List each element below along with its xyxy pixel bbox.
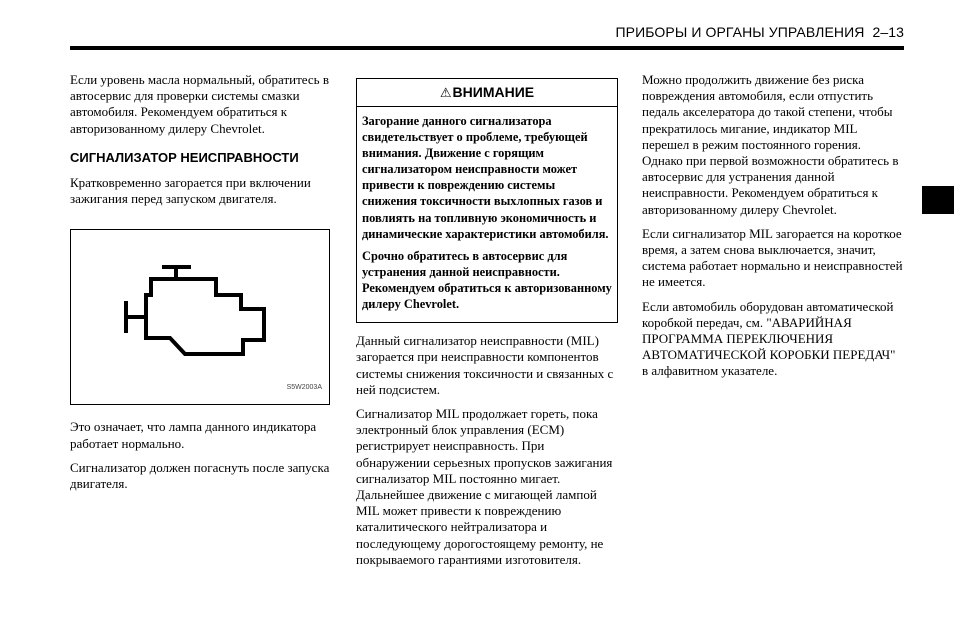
warning-box xyxy=(356,78,618,323)
paragraph: Можно продолжить движение без риска повреждения автомобиля, если отпустить педаль акселератора до такой степени, чтобы прекратилось мигание, индикатор MIL перешел в режим постоянного горения. Однако при первой возможности обратитесь в автосервис для устранения данной неисправности. Рекомендуем обратиться к авторизованному дилеру Chevrolet. xyxy=(642,72,899,217)
check-engine-icon xyxy=(71,230,329,404)
paragraph: Сигнализатор MIL продолжает гореть, пока электронный блок управления (ECM) регистрирует неисправность. При обнаружении серьезных пропусков зажигания сигнализатор MIL постоянно мигает. Дальнейшее движение с мигающей лампой MIL может привести к повреждению каталитического нейтрализатора и последующему дорогостоящему ремонту, не покрываемого гарантиями изготовителя. xyxy=(356,405,613,567)
page-number: 2–13 xyxy=(872,24,904,40)
paragraph: Если автомобиль оборудован автоматической коробкой передач, см. "АВАРИЙНАЯ ПРОГРАММА ПЕРЕКЛЮЧЕНИЯ АВТОМАТИЧЕСКОЙ КОРОБКИ ПЕРЕДАЧ" в алфавитном указателе. xyxy=(642,298,896,379)
column-middle xyxy=(356,78,618,576)
page-header xyxy=(0,0,954,50)
warning-body xyxy=(357,107,617,322)
running-header xyxy=(616,24,904,40)
header-rule xyxy=(70,46,904,50)
section-heading: СИГНАЛИЗАТОР НЕИСПРАВНОСТИ xyxy=(70,149,299,165)
warning-paragraph: Загорание данного сигнализатора свидетельствует о проблеме, требующей внимания. Движение с горящим сигнализатором неисправности может привести к повреждению системы снижения токсичности выхлопных газов и повлиять на топливную экономичность и динамические характеристики автомобиля. xyxy=(362,114,609,241)
paragraph: Данный сигнализатор неисправности (MIL) загорается при неисправности компонентов системы снижения токсичности и связанных с ней подсистем. xyxy=(356,333,614,397)
figure-code: S5W2003A xyxy=(286,384,322,392)
paragraph: Если сигнализатор MIL загорается на короткое время, а затем снова выключается, значит, система работает нормально и неисправностей не имеется. xyxy=(642,225,903,290)
warning-title-text: ВНИМАНИЕ xyxy=(452,84,535,100)
chapter-edge-tab xyxy=(922,186,954,214)
paragraph: Кратковременно загорается при включении зажигания перед запуском двигателя. xyxy=(70,175,311,207)
paragraph: Сигнализатор должен погаснуть после запуска двигателя. xyxy=(70,459,330,492)
warning-paragraph: Срочно обратитесь в автосервис для устранения данной неисправности. Рекомендуем обратиться к авторизованному дилеру Chevrolet. xyxy=(362,248,612,312)
paragraph: Это означает, что лампа данного индикатора работает нормально. xyxy=(70,419,317,451)
warning-title xyxy=(357,79,617,107)
engine-icon-figure xyxy=(70,229,330,405)
chapter-title: ПРИБОРЫ И ОРГАНЫ УПРАВЛЕНИЯ xyxy=(615,24,865,40)
column-right xyxy=(642,72,904,388)
intro-paragraph: Если уровень масла нормальный, обратитесь в автосервис для проверки системы смазки автомобиля. Рекомендуем обратиться к авторизованному дилеру Chevrolet. xyxy=(70,72,329,136)
middle-text xyxy=(356,333,618,568)
warning-triangle-icon: ⚠ xyxy=(439,85,452,100)
column-left xyxy=(70,72,332,500)
